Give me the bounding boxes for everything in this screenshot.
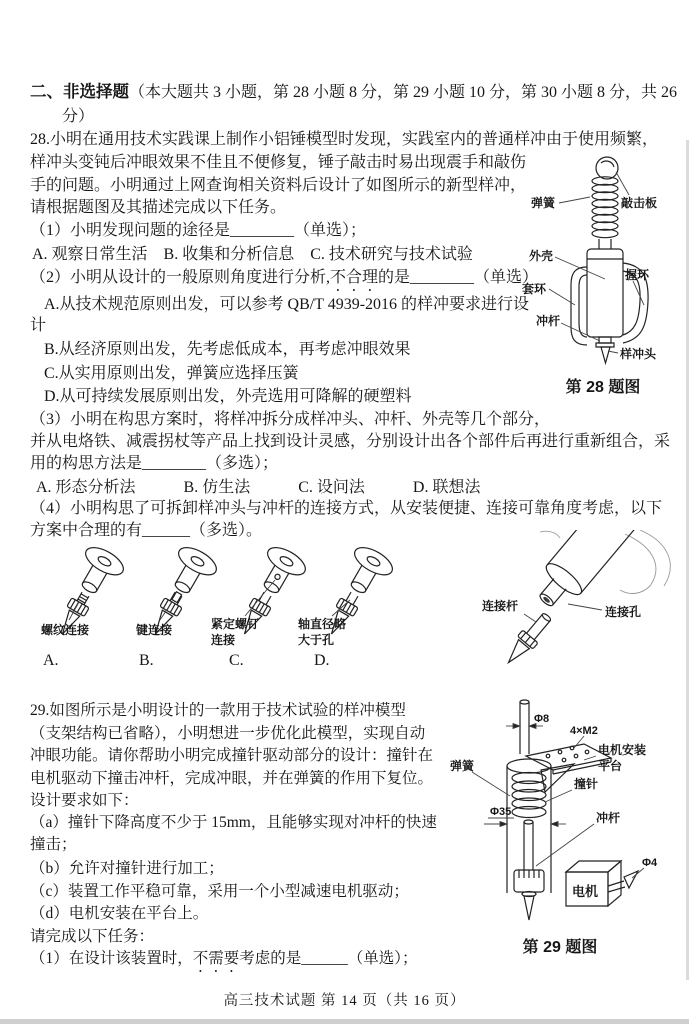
option-d-drawing (292, 540, 408, 652)
cap-label: 敲击板 (621, 196, 658, 210)
q29-line (30, 949, 418, 976)
rod-label: 冲杆 (536, 314, 561, 328)
section-title: 二、非选择题 (30, 83, 129, 101)
q29-line: 撞击； (30, 836, 77, 853)
punch-spring-shape (592, 177, 618, 249)
punch-cap-shape (596, 157, 618, 179)
q29-line: 电机驱动下撞击冲杆，完成冲眼，并在弹簧的作用下复位。 (30, 770, 434, 787)
q29-line: （b）允许对撞针进行加工； (30, 860, 224, 877)
q28-line: 方案中合理的有______（多选）。 (30, 522, 263, 539)
q28-line: C.从实用原则出发，弹簧应选择压簧 (44, 365, 299, 382)
connector-rod-shape (501, 609, 556, 669)
platform-label-line2: 平台 (598, 759, 623, 773)
option-d-label-line1: 轴直径略 (298, 617, 347, 631)
grip-label: 握环 (625, 268, 650, 282)
q28-line: 请根据题图及其描述完成以下任务。 (30, 199, 287, 216)
punch-collar-loop-shape (571, 267, 587, 345)
q29-punch-model-figure (448, 696, 689, 930)
q28-l6-emphasized: 不合理 (330, 269, 379, 286)
top-rod-shape (520, 700, 529, 754)
option-b-letter: B. (139, 652, 154, 669)
option-c-letter: C. (229, 652, 244, 669)
dia4-label: Φ4 (642, 857, 658, 869)
q29-line: （d）电机安装在平台上。 (30, 905, 209, 922)
q28-line: A. 观察日常生活 B. 收集和分析信息 C. 技术研究与技术试验 (32, 246, 473, 263)
q29-line: 设计要求如下： (30, 792, 139, 809)
leader-line (584, 756, 596, 760)
rod-label: 冲杆 (596, 811, 621, 825)
connector-hole-label: 连接孔 (605, 605, 642, 619)
q28-line: 28.小明在通用技术实践课上制作小铝锤模型时发现，实践室内的普通样冲由于使用频繁， (30, 131, 659, 148)
option-b-label: 键连接 (136, 623, 173, 637)
punch-shell-shape (587, 249, 623, 337)
option-c-label-line2: 连接 (211, 633, 236, 647)
q28-line: D.从可持续发展原则出发，外壳选用可降解的硬塑料 (44, 388, 412, 405)
dia35-dimension (484, 818, 566, 827)
q28-line: 计 (30, 317, 47, 334)
q28-line: （3）小明在构思方案时，将样冲拆分成样冲头、冲杆、外壳等几个部分， (30, 411, 551, 428)
leader-line (545, 790, 572, 802)
q29-line: （c）装置工作平稳可靠，采用一个小型减速电机驱动； (30, 883, 409, 900)
leader-line (472, 772, 510, 796)
tip-label: 样冲头 (620, 347, 657, 361)
striker-label: 撞针 (574, 777, 599, 791)
q28-line: 用的构思方法是________（多选）； (30, 455, 279, 472)
q29-line: 请完成以下任务： (30, 928, 155, 945)
fig29-caption: 第 29 题图 (522, 939, 598, 956)
collar-label: 套环 (522, 282, 547, 296)
section-header-cont: 分） (62, 108, 95, 125)
q28-line: 并从电烙铁、减震拐杖等产品上找到设计灵感，分别设计出各个部件后再进行重新组合，采 (30, 433, 671, 450)
q29-line: 冲眼功能。请你帮助小明完成撞针驱动部分的设计：撞针在 (30, 747, 434, 764)
q29-line: （支架结构已省略），小明想进一步优化此模型，实现自动 (30, 725, 426, 742)
q28-line: A. 形态分析法 B. 仿生法 C. 设问法 D. 联想法 (36, 479, 481, 496)
q28-l6-post: 的是________（单选） (378, 269, 539, 286)
q28-punch-figure (517, 155, 689, 373)
leader-line (568, 604, 602, 610)
leader-line (524, 614, 536, 622)
spring-label: 弹簧 (531, 196, 556, 210)
motor-label: 电机 (572, 884, 599, 899)
leader-line (574, 736, 584, 748)
q29-line: （a）撞针下降高度不少于 15mm，且能够实现对冲杆的快速 (30, 814, 437, 831)
platform-label-line1: 电机安装 (598, 743, 647, 757)
q29-line: 29.如图所示是小明设计的一款用于技术试验的样冲模型 (30, 702, 406, 719)
q29-l11-emphasized: 不需要 (192, 950, 240, 967)
screws-label: 4×M2 (570, 725, 598, 737)
q28-line: A.从技术规范原则出发，可以参考 QB/T 4939-2016 的样冲要求进行设 (44, 296, 530, 313)
option-d-label-line2: 大于孔 (298, 633, 335, 647)
option-a-label: 螺纹连接 (41, 623, 90, 637)
section-header (30, 82, 677, 103)
q28-line: 手的问题。小明通过上网查询相关资料后设计了如图所示的新型样冲， (30, 177, 527, 194)
punch-body-shape (527, 530, 638, 617)
inner-rod-shape (524, 820, 533, 870)
q28-line: （1）小明发现问题的途径是________（单选）； (30, 222, 367, 239)
spring-label: 弹簧 (450, 759, 475, 773)
section-points: （本大题共 3 小题，第 28 小题 8 分，第 29 小题 10 分，第 30 小题 8 分，共 26 (129, 84, 678, 101)
fig28-caption: 第 28 题图 (565, 379, 641, 396)
option-c-label-line1: 紧定螺钉 (211, 617, 260, 631)
punch-rod-tip-shape (596, 337, 614, 363)
q28-line: （4）小明构思了可拆卸样冲头与冲杆的连接方式，从安装便捷、连接可靠角度考虑，以下 (30, 500, 663, 517)
q28-l6-pre: （2）小明从设计的一般原则角度进行分析, (30, 269, 331, 286)
dia35-label: Φ35 (490, 806, 512, 818)
connector-rod-label: 连接杆 (482, 599, 519, 613)
scan-edge-band (0, 1019, 689, 1024)
page-footer: 高三技术试题 第 14 页（共 16 页） (223, 993, 466, 1009)
q29-l11-pre: （1）在设计该装置时， (30, 950, 193, 967)
spring-shape (512, 773, 546, 818)
option-a-letter: A. (43, 652, 59, 669)
leader-line (536, 824, 594, 866)
connector-assembly-figure (420, 530, 689, 688)
q28-line: 样冲头变钝后冲眼效果不佳且不便修复，锤子敲击时易出现震手和敲伤 (30, 154, 527, 171)
shell-label: 外壳 (529, 249, 554, 263)
lower-collar-tip-shape (514, 870, 544, 920)
q29-l11-post: 考虑的是______（单选）； (239, 950, 418, 967)
dia8-label: Φ8 (534, 713, 550, 725)
q28-line: B.从经济原则出发，先考虑低成本，再考虑冲眼效果 (44, 341, 411, 358)
hand-sketch-strokes (540, 530, 670, 593)
q28-line (30, 268, 538, 295)
option-d-letter: D. (314, 652, 330, 669)
